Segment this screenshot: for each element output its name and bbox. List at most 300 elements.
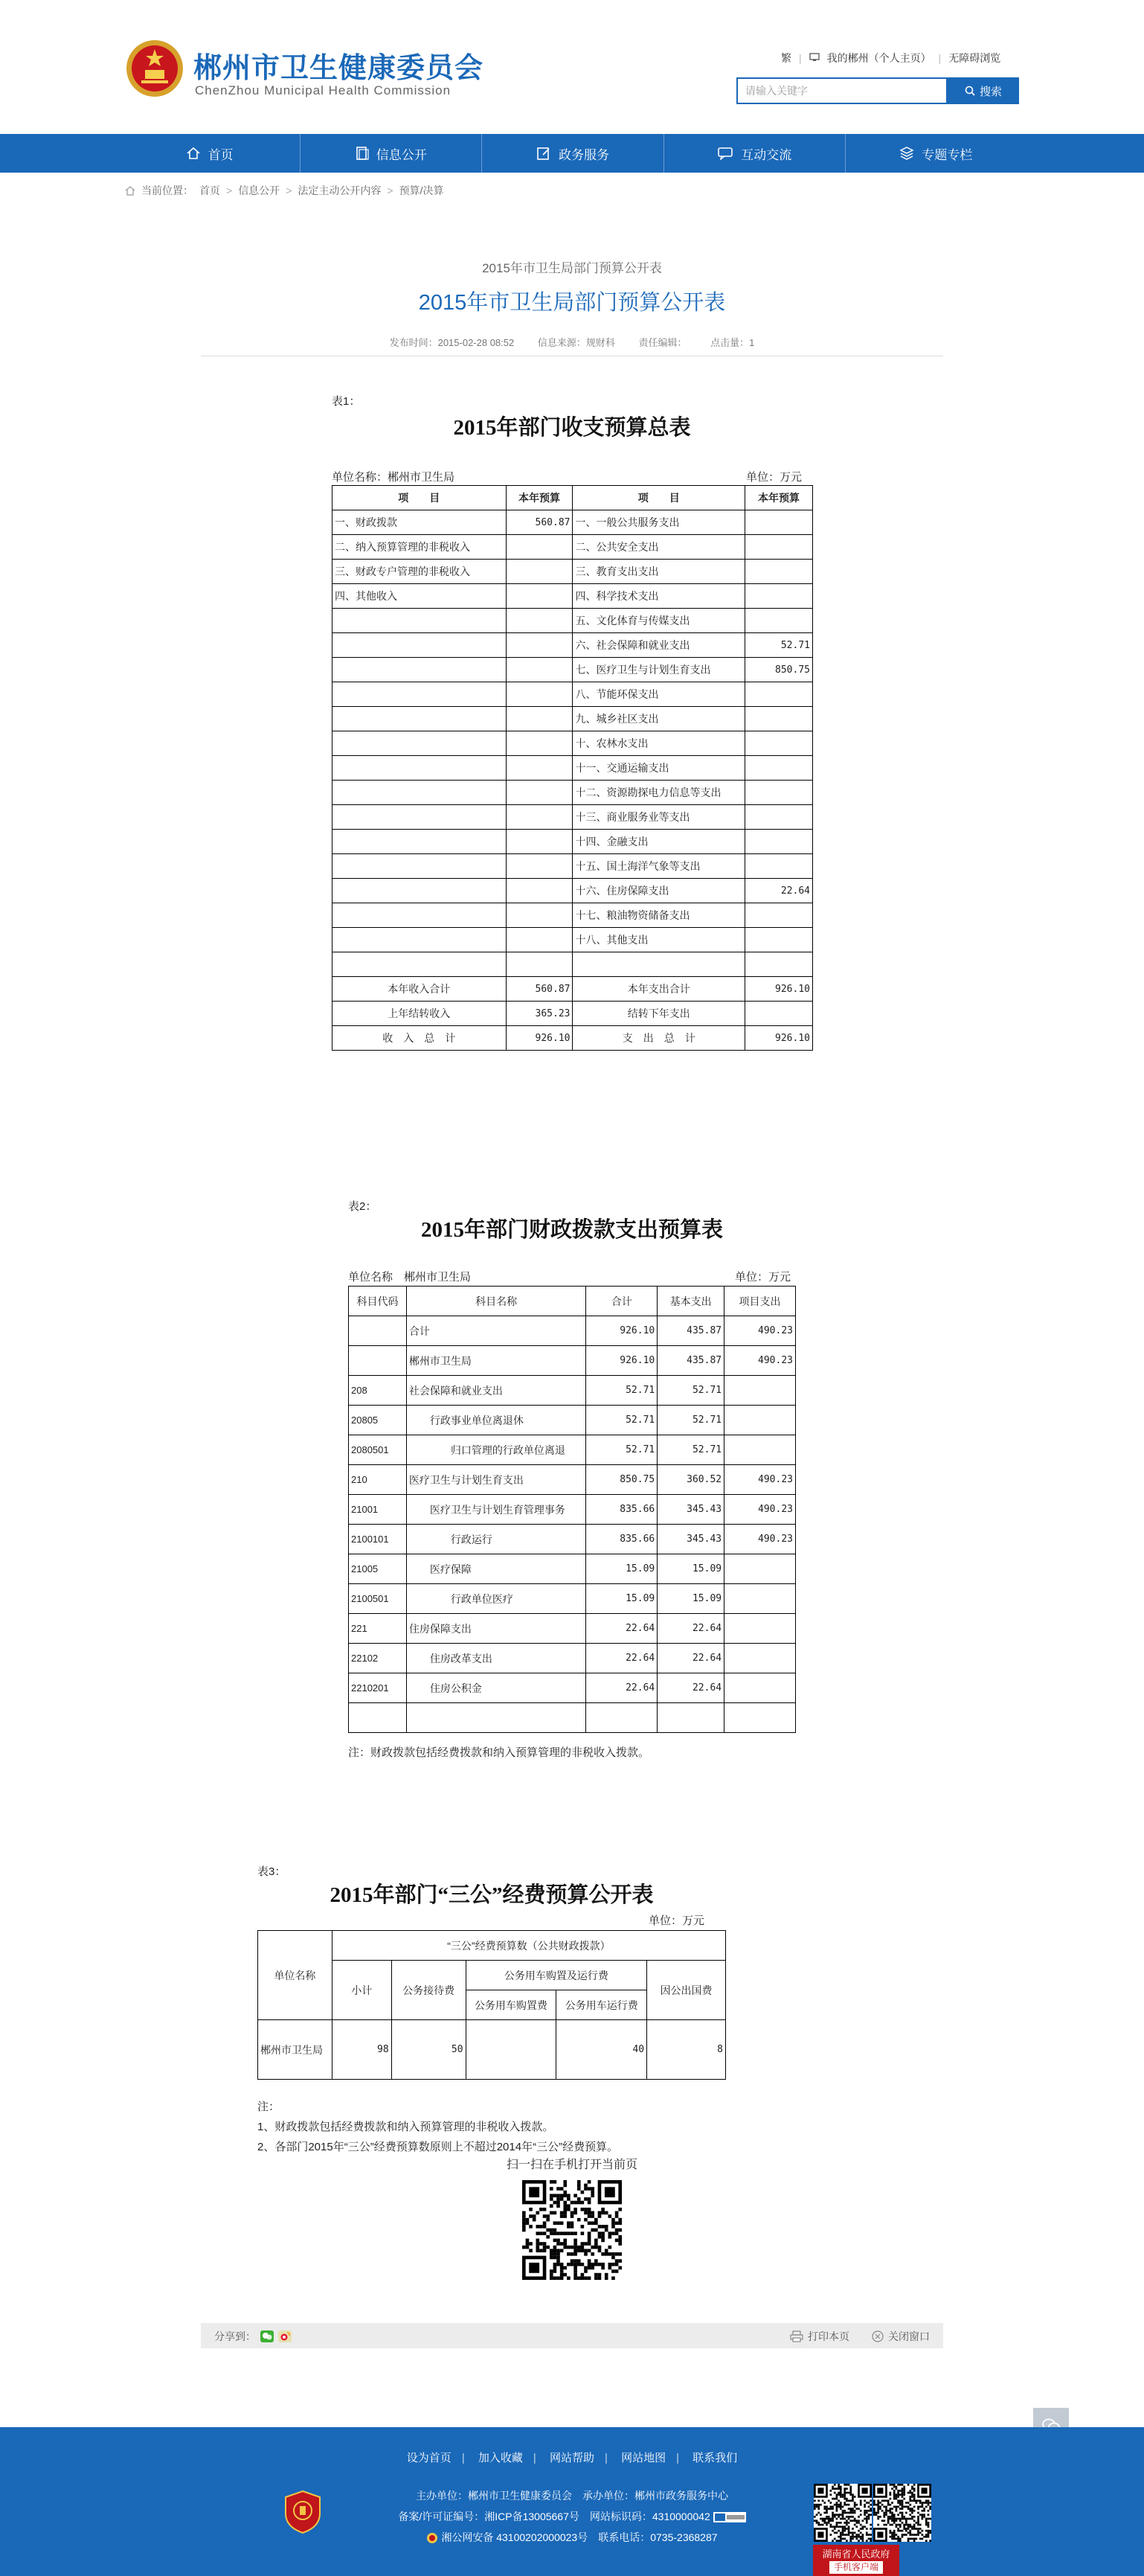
table-cell: 2080501	[349, 1435, 407, 1465]
table-cell	[724, 1673, 796, 1703]
table-cell	[745, 584, 813, 609]
table-cell: 850.75	[586, 1465, 658, 1495]
table-row	[332, 609, 813, 633]
site-cert-icon	[713, 2512, 746, 2522]
footer-sponsor: 主办单位：郴州市卫生健康委员会 承办单位：郴州市政务服务中心	[416, 2490, 728, 2502]
table-cell: 22.64	[586, 1614, 658, 1644]
breadcrumb-separator: >	[226, 185, 233, 196]
table-cell	[506, 903, 573, 928]
table-cell: 本年收入合计	[332, 977, 507, 1002]
table-cell: 医疗卫生与计划生育管理事务	[406, 1495, 585, 1525]
publish-time: 发布时间：2015-02-28 08:52	[389, 337, 515, 348]
table-row	[349, 1346, 796, 1376]
table-cell: 郴州市卫生局	[406, 1346, 585, 1376]
separator: |	[533, 2452, 536, 2464]
separator: |	[938, 52, 942, 64]
separator: |	[461, 2452, 465, 2464]
table-row	[332, 510, 813, 535]
table-cell	[724, 1406, 796, 1435]
footer-police-text[interactable]: 湘公网安备 43100202000023号 联系电话：0735-2368287	[441, 2531, 718, 2543]
table-cell	[745, 1002, 813, 1026]
site-subtitle: ChenZhou Municipal Health Commission	[195, 83, 452, 97]
breadcrumb-separator: >	[387, 185, 393, 196]
table-cell: 行政事业单位离退休	[406, 1406, 585, 1435]
table-header-cell: 本年预算	[506, 486, 573, 510]
site-footer	[0, 2427, 1144, 2576]
footer-qr-code-2	[873, 2484, 931, 2542]
table-cell: 合计	[406, 1316, 585, 1346]
table-cell: 八、节能环保支出	[573, 682, 745, 707]
table-cell: 926.10	[506, 1026, 573, 1051]
table-cell: 六、社会保障和就业支出	[573, 633, 745, 658]
table2-note: 注：财政拨款包括经费拨款和纳入预算管理的非税收入拨款。	[348, 1746, 650, 1759]
footer-link-sitemap[interactable]: 网站地图	[621, 2452, 666, 2464]
table-cell	[332, 854, 507, 879]
nav-gov-service-label: 政务服务	[559, 147, 609, 162]
table-cell: 结转下年支出	[573, 1002, 745, 1026]
table-cell	[506, 584, 573, 609]
table-cell: 52.71	[658, 1376, 724, 1406]
table-row	[332, 879, 813, 903]
nav-home[interactable]	[119, 134, 301, 173]
table-cell: 22.64	[586, 1644, 658, 1673]
table-cell	[658, 1703, 724, 1733]
site-title[interactable]: 郴州市卫生健康委员会	[193, 53, 484, 84]
table-row	[332, 633, 813, 658]
table-cell: 十四、金融支出	[573, 830, 745, 854]
table-cell	[332, 756, 507, 781]
table-cell	[506, 952, 573, 977]
table-cell: 490.23	[724, 1525, 796, 1554]
table2-body	[349, 1316, 796, 1733]
table-cell	[506, 731, 573, 756]
table-cell	[745, 510, 813, 535]
separator: |	[605, 2452, 608, 2464]
table-row	[349, 1316, 796, 1346]
table-row	[349, 1465, 796, 1495]
table-cell: 926.10	[745, 977, 813, 1002]
table-cell: 四、科学技术支出	[573, 584, 745, 609]
home-icon	[186, 147, 201, 160]
table-cell: 2100501	[349, 1584, 407, 1614]
table-cell: 十七、粮油物资储备支出	[573, 903, 745, 928]
footer-icp	[0, 2509, 1144, 2524]
table-cell	[745, 756, 813, 781]
table2-unit: 单位：万元	[735, 1271, 791, 1284]
table-cell	[506, 854, 573, 879]
header-abroad: 因公出国费	[647, 1961, 726, 2020]
top-links	[781, 51, 1000, 65]
table-cell: 十二、资源勘探电力信息等支出	[573, 781, 745, 805]
police-badge-icon	[426, 2532, 438, 2544]
table-cell: 医疗卫生与计划生育支出	[406, 1465, 585, 1495]
table-cell: 22102	[349, 1644, 407, 1673]
table-cell	[349, 1703, 407, 1733]
table-row	[332, 707, 813, 731]
nav-interaction[interactable]	[664, 134, 846, 173]
table-cell	[724, 1584, 796, 1614]
table-cell: 收 入 总 计	[332, 1026, 507, 1051]
table-row	[349, 1495, 796, 1525]
table-cell	[573, 952, 745, 977]
table-cell: 2210201	[349, 1673, 407, 1703]
table-row	[258, 2020, 726, 2080]
table-cell	[745, 903, 813, 928]
table-header-row	[332, 486, 813, 510]
table-row	[349, 1406, 796, 1435]
qr-caption: 扫一扫在手机打开当前页	[506, 2159, 637, 2171]
table1-unit-name: 单位名称：郴州市卫生局	[332, 471, 455, 484]
table-cell: 22.64	[745, 879, 813, 903]
footer-police	[0, 2530, 1144, 2545]
table-cell: 8	[647, 2020, 726, 2080]
table-row	[349, 1614, 796, 1644]
table-cell: 上年结转收入	[332, 1002, 507, 1026]
table-cell: 四、其他收入	[332, 584, 507, 609]
table-cell: 490.23	[724, 1495, 796, 1525]
table-cell: 345.43	[658, 1495, 724, 1525]
table-cell	[332, 928, 507, 952]
table-cell	[724, 1644, 796, 1673]
nav-gov-service[interactable]	[482, 134, 663, 173]
table-cell	[506, 756, 573, 781]
table-row	[332, 928, 813, 952]
table-cell	[506, 535, 573, 560]
print-page-label: 打印本页	[808, 2330, 849, 2342]
table-cell: 22.64	[658, 1673, 724, 1703]
table-row	[349, 1376, 796, 1406]
search-button-label: 搜索	[979, 85, 1002, 98]
table-cell	[506, 560, 573, 584]
table-cell	[724, 1554, 796, 1584]
table-row	[332, 584, 813, 609]
table-cell: 本年支出合计	[573, 977, 745, 1002]
table-cell	[332, 609, 507, 633]
breadcrumb-budget[interactable]: 预算/决算	[399, 185, 444, 196]
article-title: 2015年市卫生局部门预算公开表	[418, 291, 726, 315]
table-cell	[506, 658, 573, 682]
table-cell: 20805	[349, 1406, 407, 1435]
table-cell: 归口管理的行政单位离退	[406, 1435, 585, 1465]
table-cell: 22.64	[658, 1644, 724, 1673]
breadcrumb-legal-content[interactable]: 法定主动公开内容	[298, 185, 382, 196]
table-cell	[506, 609, 573, 633]
table-row	[332, 854, 813, 879]
table1-body	[332, 510, 813, 977]
table-cell	[745, 928, 813, 952]
table-cell	[745, 781, 813, 805]
table-row	[332, 535, 813, 560]
main-nav	[0, 134, 1144, 173]
table-cell: 九、城乡社区支出	[573, 707, 745, 731]
table-cell	[506, 707, 573, 731]
table-cell	[506, 830, 573, 854]
table-header-cell: 项 目	[573, 486, 745, 510]
header-vehicle-run: 公务用车运行费	[556, 1990, 647, 2020]
nav-info-public[interactable]	[301, 134, 482, 173]
table-cell: 三、财政专户管理的非税收入	[332, 560, 507, 584]
nav-special-topics[interactable]	[846, 134, 1026, 173]
table-row	[332, 756, 813, 781]
table1-label: 表1：	[332, 395, 361, 408]
table-cell: 365.23	[506, 1002, 573, 1026]
footer-qr-code-1	[814, 2484, 872, 2542]
table-cell	[745, 560, 813, 584]
table-cell: 835.66	[586, 1525, 658, 1554]
editor: 责任编辑：	[638, 337, 687, 348]
table-cell	[745, 682, 813, 707]
table-cell	[332, 830, 507, 854]
table-cell: 560.87	[506, 977, 573, 1002]
table-row	[332, 805, 813, 830]
layers-icon	[899, 146, 914, 161]
footer-link-contact[interactable]: 联系我们	[692, 2452, 738, 2464]
table-cell: 221	[349, 1614, 407, 1644]
table-header-cell: 合计	[586, 1287, 658, 1316]
site-header	[0, 0, 1144, 134]
table-cell	[466, 2020, 556, 2080]
header-subtotal: 小计	[332, 1961, 391, 2020]
accessibility-link[interactable]: 无障碍浏览	[948, 52, 1001, 64]
separator: |	[676, 2452, 679, 2464]
table-cell: 住房公积金	[406, 1673, 585, 1703]
print-page-button[interactable]	[790, 2329, 849, 2344]
table-cell: 490.23	[724, 1346, 796, 1376]
printer-icon	[790, 2330, 803, 2342]
table-header-row	[258, 1931, 726, 1961]
table-row	[332, 682, 813, 707]
table-row	[332, 731, 813, 756]
table-cell: 850.75	[745, 658, 813, 682]
table-cell: 435.87	[658, 1316, 724, 1346]
info-source: 信息来源：规财科	[537, 337, 615, 348]
nav-interaction-label: 互动交流	[741, 147, 792, 162]
table-cell: 十八、其他支出	[573, 928, 745, 952]
header-reception: 公务接待费	[391, 1961, 466, 2020]
table-cell: 住房保障支出	[406, 1614, 585, 1644]
header-vehicle-purchase: 公务用车购置费	[466, 1990, 556, 2020]
table-cell	[349, 1346, 407, 1376]
table-row	[349, 1525, 796, 1554]
search-input[interactable]: 请输入关键字	[736, 77, 948, 104]
table-cell: 三、教育支出支出	[573, 560, 745, 584]
table-cell: 行政单位医疗	[406, 1584, 585, 1614]
footer-link-help[interactable]: 网站帮助	[549, 2452, 594, 2464]
fiscal-allocation-table	[348, 1286, 796, 1733]
close-icon	[872, 2330, 884, 2342]
table-cell	[332, 805, 507, 830]
table-cell: 345.43	[658, 1525, 724, 1554]
table-row	[332, 658, 813, 682]
table-cell	[745, 535, 813, 560]
weibo-share-icon[interactable]	[278, 2330, 292, 2342]
table-cell: 52.71	[586, 1376, 658, 1406]
table-row	[349, 1435, 796, 1465]
separator: |	[799, 52, 802, 64]
table-cell	[332, 682, 507, 707]
table-header-cell: 科目名称	[406, 1287, 585, 1316]
table-cell: 210	[349, 1465, 407, 1495]
wechat-share-icon[interactable]	[260, 2330, 274, 2342]
table1-totals	[332, 977, 813, 1051]
table-cell: 行政运行	[406, 1525, 585, 1554]
table-cell: 一、一般公共服务支出	[573, 510, 745, 535]
table-cell: 十六、住房保障支出	[573, 879, 745, 903]
table-cell	[332, 952, 507, 977]
table-cell	[586, 1703, 658, 1733]
my-chenzhou-link[interactable]: 我的郴州（个人主页）	[826, 52, 931, 64]
table-cell: 15.09	[658, 1554, 724, 1584]
header-vehicle-group: 公务用车购置及运行费	[466, 1961, 647, 1990]
table-cell: 十三、商业服务业等支出	[573, 805, 745, 830]
table-cell: 926.10	[745, 1026, 813, 1051]
close-window-button[interactable]	[872, 2329, 930, 2344]
table-row	[349, 1554, 796, 1584]
table-cell: 98	[332, 2020, 391, 2080]
table2-title: 2015年部门财政拨款支出预算表	[420, 1218, 723, 1242]
table-cell: 22.64	[658, 1614, 724, 1644]
table-cell: 15.09	[586, 1554, 658, 1584]
table1-unit: 单位：万元	[746, 471, 803, 484]
table-cell: 15.09	[586, 1584, 658, 1614]
table-header-row	[349, 1287, 796, 1316]
table-cell	[332, 879, 507, 903]
table-cell	[506, 928, 573, 952]
table-cell: 52.71	[586, 1406, 658, 1435]
table-cell	[745, 952, 813, 977]
document-icon	[356, 146, 369, 161]
search-icon	[965, 86, 975, 96]
table-row	[349, 1644, 796, 1673]
table-cell: 208	[349, 1376, 407, 1406]
note-line: 注：	[257, 2101, 280, 2113]
table-cell	[724, 1703, 796, 1733]
table-cell: 二、公共安全支出	[573, 535, 745, 560]
note-line: 1、财政拨款包括经费拨款和纳入预算管理的非税收入拨款。	[257, 2121, 554, 2133]
table-header-cell: 本年预算	[745, 486, 813, 510]
national-emblem-logo[interactable]	[125, 39, 184, 98]
income-expense-table	[332, 485, 813, 1051]
hunan-gov-app-badge[interactable]	[813, 2545, 899, 2576]
breadcrumb-info-public[interactable]: 信息公开	[238, 185, 280, 196]
table2-label: 表2：	[348, 1200, 377, 1213]
table-header-cell: 基本支出	[658, 1287, 724, 1316]
table-cell: 医疗保障	[406, 1554, 585, 1584]
edit-icon	[536, 146, 551, 161]
table-row	[349, 1673, 796, 1703]
chat-icon	[717, 147, 733, 160]
breadcrumb-separator: >	[286, 185, 292, 196]
table-cell	[332, 633, 507, 658]
table-cell: 住房改革支出	[406, 1644, 585, 1673]
share-bar	[201, 2323, 943, 2348]
table-cell: 52.71	[658, 1406, 724, 1435]
table-cell: 40	[556, 2020, 647, 2080]
table-cell: 926.10	[586, 1346, 658, 1376]
table-cell	[506, 879, 573, 903]
table1-title: 2015年部门收支预算总表	[453, 416, 691, 440]
table-cell	[332, 658, 507, 682]
table-cell	[332, 781, 507, 805]
table-row	[349, 1584, 796, 1614]
table3-title: 2015年部门“三公”经费预算公开表	[330, 1883, 654, 1907]
table-cell: 835.66	[586, 1495, 658, 1525]
table-cell: 2100101	[349, 1525, 407, 1554]
footer-icp-text[interactable]: 备案/许可证编号：湘ICP备13005667号 网站标识码：4310000042	[398, 2511, 710, 2522]
table-cell	[724, 1614, 796, 1644]
home-icon	[125, 186, 135, 196]
qr-code-image	[522, 2180, 622, 2280]
table-cell: 郴州市卫生局	[258, 2020, 332, 2080]
table-row	[332, 830, 813, 854]
share-label: 分享到：	[214, 2330, 256, 2342]
table-row	[332, 903, 813, 928]
table-cell: 21001	[349, 1495, 407, 1525]
table2-unit-name: 单位名称 郴州市卫生局	[348, 1271, 472, 1284]
table-total-row	[332, 977, 813, 1002]
close-window-label: 关闭窗口	[888, 2330, 930, 2342]
click-count: 点击量：1	[710, 337, 755, 348]
table-cell	[724, 1376, 796, 1406]
table-cell: 二、纳入预算管理的非税收入	[332, 535, 507, 560]
table-cell	[332, 903, 507, 928]
table-cell: 435.87	[658, 1346, 724, 1376]
table-cell: 360.52	[658, 1465, 724, 1495]
table-cell	[745, 805, 813, 830]
table-cell	[506, 633, 573, 658]
table-cell	[745, 731, 813, 756]
nav-home-label: 首页	[208, 147, 234, 162]
nav-special-topics-label: 专题专栏	[922, 147, 973, 162]
table-cell: 50	[391, 2020, 466, 2080]
table-total-row	[332, 1026, 813, 1051]
search-button[interactable]	[948, 77, 1019, 104]
table-cell: 支 出 总 计	[573, 1026, 745, 1051]
table-cell	[506, 805, 573, 830]
table-cell: 15.09	[658, 1584, 724, 1614]
breadcrumb-label: 当前位置：	[141, 185, 193, 196]
breadcrumb	[125, 183, 443, 198]
table-cell: 一、财政拨款	[332, 510, 507, 535]
table-cell: 490.23	[724, 1316, 796, 1346]
table-cell	[745, 854, 813, 879]
three-public-expenses-table	[257, 1930, 726, 2080]
gov-badge-title: 湖南省人民政府	[822, 2548, 890, 2560]
table-row	[332, 952, 813, 977]
table-cell	[506, 781, 573, 805]
table-cell	[745, 609, 813, 633]
table-cell	[332, 707, 507, 731]
article-meta	[0, 335, 1144, 349]
table-cell: 社会保障和就业支出	[406, 1376, 585, 1406]
traditional-chinese-link[interactable]: 繁	[781, 52, 791, 64]
breadcrumb-home[interactable]: 首页	[199, 185, 220, 196]
footer-link-set-home[interactable]: 设为首页	[406, 2452, 452, 2464]
table-cell: 十一、交通运输支出	[573, 756, 745, 781]
table-cell: 52.71	[658, 1435, 724, 1465]
table-cell	[349, 1316, 407, 1346]
table-total-row	[332, 1002, 813, 1026]
table-row	[332, 560, 813, 584]
table-cell	[745, 707, 813, 731]
table-cell: 十五、国土海洋气象等支出	[573, 854, 745, 879]
table-row	[332, 781, 813, 805]
table-cell	[506, 682, 573, 707]
header-three-public-group: “三公”经费预算数（公共财政拨款）	[332, 1931, 725, 1961]
note-line: 2、各部门2015年“三公”经费预算数原则上不超过2014年“三公”经费预算。	[257, 2141, 619, 2153]
table-cell: 十、农林水支出	[573, 731, 745, 756]
footer-link-favorite[interactable]: 加入收藏	[478, 2452, 523, 2464]
